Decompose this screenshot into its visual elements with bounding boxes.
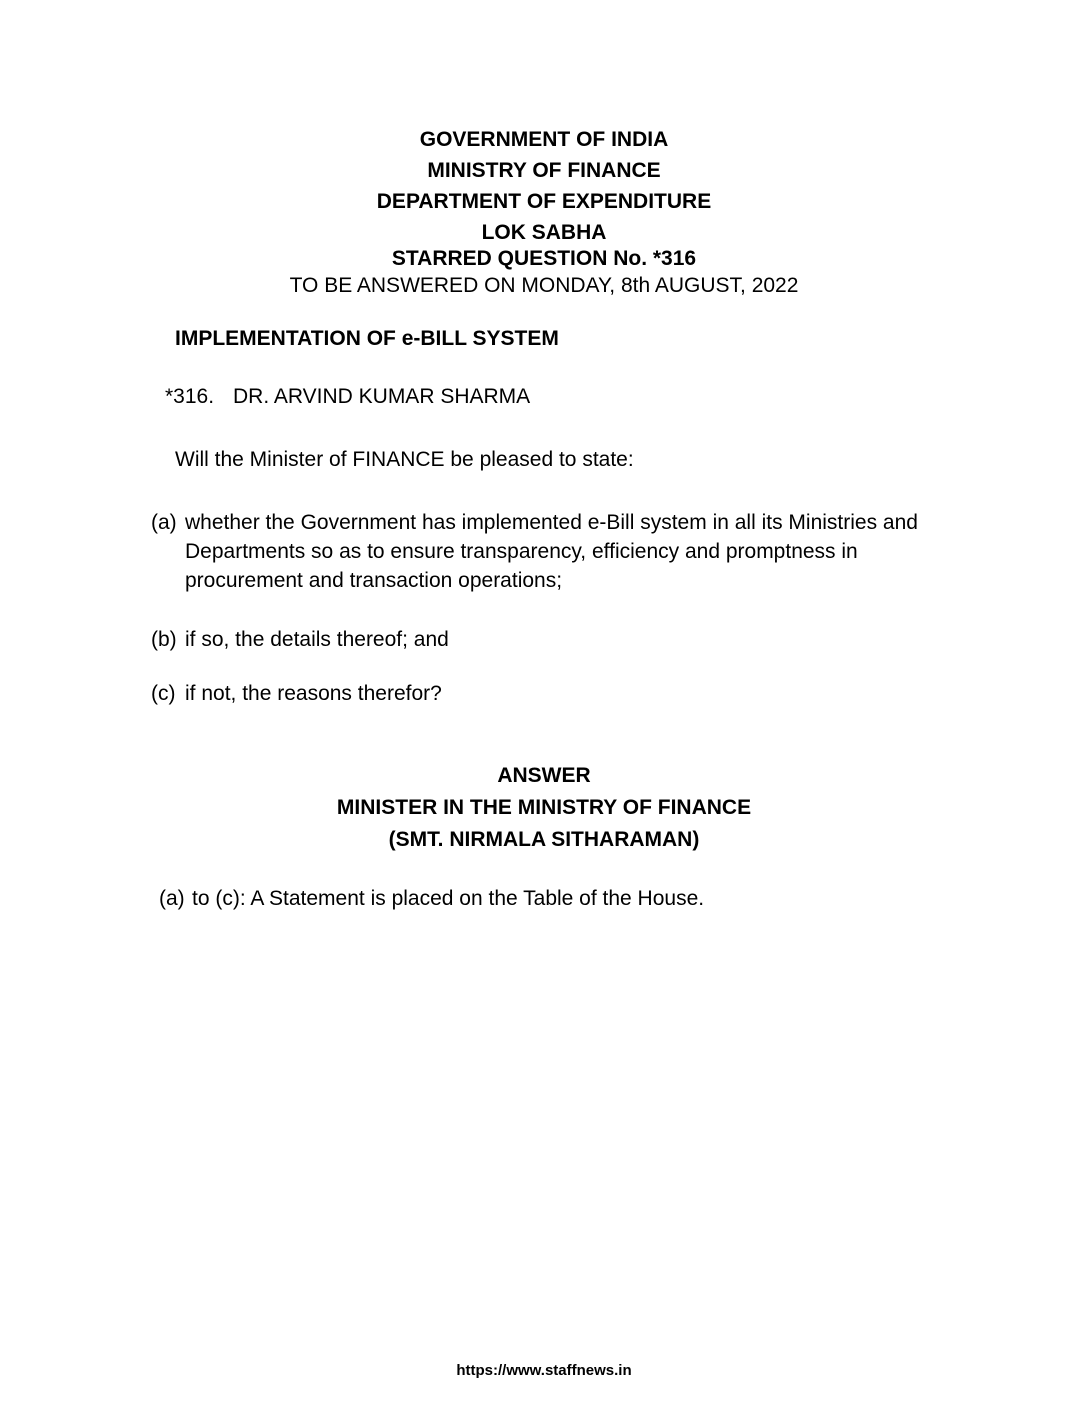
answer-minister-name: (SMT. NIRMALA SITHARAMAN) (388, 828, 700, 851)
answer-minister-title: MINISTER IN THE MINISTRY OF FINANCE (336, 796, 752, 819)
header-government: GOVERNMENT OF INDIA (419, 128, 669, 151)
part-text: if so, the details thereof; and (185, 628, 449, 651)
part-text: whether the Government has implemented e-Bill system in all its Ministries and Departments so as to ensure transparency, efficiency and promptness in procurement and transaction operations; (185, 511, 918, 592)
question-part-c (151, 679, 981, 709)
answer-text: to (c): A Statement is placed on the Table of the House. (192, 887, 705, 910)
question-subject: IMPLEMENTATION OF e-BILL SYSTEM (175, 327, 559, 350)
question-number: *316. (165, 385, 215, 408)
part-label: (b) (151, 628, 177, 651)
header-answer-date: TO BE ANSWERED ON MONDAY, 8th AUGUST, 2022 (289, 274, 799, 297)
header-house: LOK SABHA (481, 221, 607, 244)
footer-url: https://www.staffnews.in (456, 1362, 632, 1379)
header-department: DEPARTMENT OF EXPENDITURE (376, 190, 712, 213)
part-label: (a) (151, 511, 177, 534)
question-intro: Will the Minister of FINANCE be pleased to state: (175, 448, 634, 471)
question-part-b (151, 625, 981, 655)
answer-label: (a) (159, 887, 185, 910)
header-ministry: MINISTRY OF FINANCE (427, 159, 661, 182)
part-label: (c) (151, 682, 176, 705)
question-part-a (151, 508, 981, 598)
member-name: DR. ARVIND KUMAR SHARMA (233, 385, 531, 408)
header-question-number: STARRED QUESTION No. *316 (391, 247, 697, 270)
part-text: if not, the reasons therefor? (185, 682, 442, 705)
answer-heading: ANSWER (497, 764, 591, 787)
